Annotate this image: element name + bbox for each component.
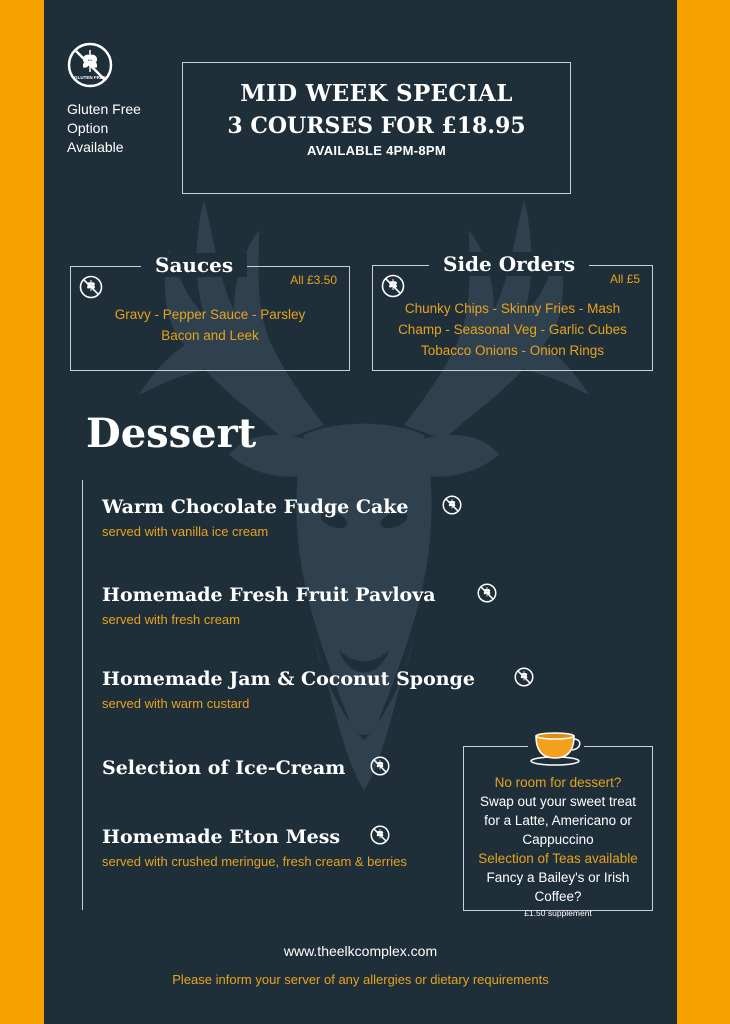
dessert-item-name: Homemade Jam & Coconut Sponge — [102, 668, 475, 690]
sauces-line: Bacon and Leek — [161, 328, 259, 343]
dessert-item — [102, 584, 436, 627]
dessert-item — [102, 496, 409, 539]
divider — [82, 480, 83, 910]
menu-page — [44, 0, 677, 1024]
special-title: MID WEEK SPECIAL — [240, 80, 513, 107]
gluten-free-icon — [442, 495, 462, 520]
sides-title: Side Orders — [429, 252, 589, 276]
dessert-item-desc: served with fresh cream — [102, 612, 240, 627]
sides-price: All £5 — [609, 272, 640, 286]
coffee-baileys: Fancy a Bailey's or Irish Coffee? — [486, 870, 630, 904]
dessert-item-name: Selection of Ice-Cream — [102, 757, 346, 779]
sauces-line: Gravy - Pepper Sauce - Parsley — [114, 307, 306, 322]
dessert-heading: Dessert — [86, 410, 257, 457]
allergy-notice: Please inform your server of any allergies or dietary requirements — [172, 972, 549, 987]
svg-text:GLUTEN FREE: GLUTEN FREE — [74, 75, 106, 80]
coffee-swap-text: Swap out your sweet treat for a Latte, Americano or Cappuccino — [479, 794, 637, 847]
dessert-item — [102, 668, 475, 711]
special-price: 3 COURSES FOR £18.95 — [227, 113, 526, 139]
sauces-list — [71, 304, 349, 346]
gluten-free-icon — [370, 756, 390, 781]
gluten-free-icon — [370, 825, 390, 850]
dessert-item-desc: served with crushed meringue, fresh cream & berries — [102, 854, 407, 869]
sides-line: Champ - Seasonal Veg - Garlic Cubes — [398, 322, 627, 337]
dessert-item-desc: served with vanilla ice cream — [102, 524, 269, 539]
coffee-box — [463, 746, 653, 918]
gluten-free-legend: Gluten Free Option Available — [67, 101, 141, 155]
special-box — [182, 62, 571, 194]
coffee-headline: No room for dessert? — [494, 775, 622, 790]
sides-box — [372, 252, 653, 371]
coffee-cup-icon — [528, 728, 584, 768]
dessert-item — [102, 757, 345, 779]
dessert-item-desc: served with warm custard — [102, 696, 250, 711]
gluten-free-icon — [514, 667, 534, 692]
special-hours: AVAILABLE 4PM-8PM — [307, 143, 446, 158]
dessert-item-name: Warm Chocolate Fudge Cake — [102, 496, 409, 518]
coffee-teas: Selection of Teas available — [478, 851, 638, 866]
gluten-free-icon — [477, 583, 497, 608]
coffee-supplement: £1.50 supplement — [524, 908, 592, 918]
sides-line: Chunky Chips - Skinny Fries - Mash — [404, 301, 621, 316]
sauces-box — [70, 253, 350, 371]
dessert-item-name: Homemade Fresh Fruit Pavlova — [102, 584, 436, 606]
sauces-title: Sauces — [141, 253, 247, 277]
gluten-free-icon — [79, 275, 103, 304]
sides-line: Tobacco Onions - Onion Rings — [420, 343, 605, 358]
gluten-free-icon — [67, 42, 113, 93]
website-link[interactable]: www.theelkcomplex.com — [283, 943, 438, 959]
dessert-item — [102, 826, 407, 869]
sauces-price: All £3.50 — [290, 273, 337, 287]
sides-list — [373, 298, 652, 361]
dessert-item-name: Homemade Eton Mess — [102, 826, 341, 848]
